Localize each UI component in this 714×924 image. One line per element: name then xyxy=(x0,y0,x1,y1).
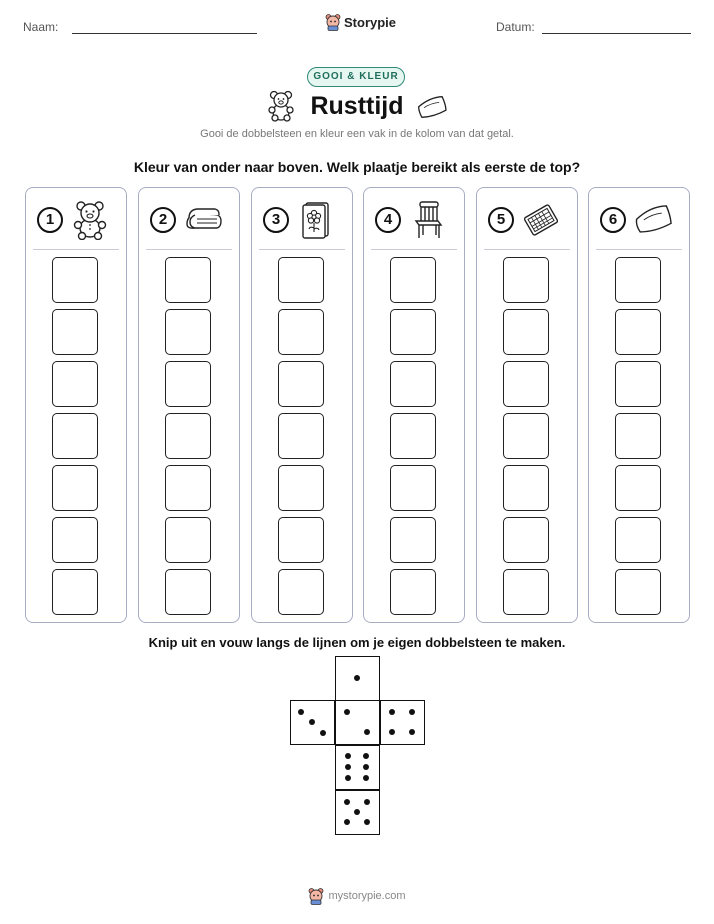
column-1 xyxy=(25,187,127,623)
brand-name: Storypie xyxy=(344,14,397,30)
column-4 xyxy=(363,187,465,623)
dice-pip xyxy=(409,729,415,735)
storypie-mascot-icon xyxy=(325,13,341,31)
color-cell[interactable] xyxy=(52,309,98,355)
color-cell[interactable] xyxy=(52,569,98,615)
footer-url[interactable]: mystorypie.com xyxy=(328,890,406,902)
teddy-bear-icon xyxy=(70,200,110,240)
column-divider xyxy=(596,249,682,250)
color-cell[interactable] xyxy=(278,413,324,459)
color-cell[interactable] xyxy=(278,361,324,407)
date-line[interactable] xyxy=(542,33,691,34)
column-divider xyxy=(33,249,119,250)
color-cell[interactable] xyxy=(165,413,211,459)
color-cell[interactable] xyxy=(390,465,436,511)
dice-pip xyxy=(364,729,370,735)
color-cell[interactable] xyxy=(165,517,211,563)
color-cell[interactable] xyxy=(52,465,98,511)
pillow-icon xyxy=(416,95,448,119)
color-cell[interactable] xyxy=(390,309,436,355)
color-cell[interactable] xyxy=(165,465,211,511)
storypie-mascot-icon xyxy=(308,887,324,905)
dice-pip xyxy=(345,764,351,770)
column-5 xyxy=(476,187,578,623)
color-cell[interactable] xyxy=(615,569,661,615)
color-cell[interactable] xyxy=(278,569,324,615)
column-number: 3 xyxy=(263,207,289,233)
color-cell[interactable] xyxy=(503,309,549,355)
dice-face-3 xyxy=(290,700,335,745)
column-number: 2 xyxy=(150,207,176,233)
column-6 xyxy=(588,187,690,623)
column-2 xyxy=(138,187,240,623)
cut-instruction: Knip uit en vouw langs de lijnen om je eigen dobbelsteen te maken. xyxy=(148,635,566,650)
dice-net xyxy=(290,656,425,836)
column-divider xyxy=(146,249,232,250)
column-number: 4 xyxy=(375,207,401,233)
dice-pip xyxy=(363,775,369,781)
page-title: Rusttijd xyxy=(310,92,404,120)
dice-pip xyxy=(363,753,369,759)
dice-pip xyxy=(354,675,360,681)
dice-pip xyxy=(389,709,395,715)
chair-icon xyxy=(408,200,448,240)
color-cell[interactable] xyxy=(615,309,661,355)
column-number: 6 xyxy=(600,207,626,233)
dice-face-5 xyxy=(335,790,380,835)
dice-pip xyxy=(344,709,350,715)
pillow-icon xyxy=(633,200,673,240)
color-cell[interactable] xyxy=(615,465,661,511)
color-cell[interactable] xyxy=(278,309,324,355)
dice-pip xyxy=(344,819,350,825)
dice-pip xyxy=(364,819,370,825)
dice-pip xyxy=(354,809,360,815)
color-cell[interactable] xyxy=(390,569,436,615)
column-number: 5 xyxy=(488,207,514,233)
color-cell[interactable] xyxy=(503,569,549,615)
dice-pip xyxy=(298,709,304,715)
coloring-instruction: Kleur van onder naar boven. Welk plaatje bereikt als eerste de top? xyxy=(133,159,581,175)
column-3 xyxy=(251,187,353,623)
dice-pip xyxy=(363,764,369,770)
color-cell[interactable] xyxy=(390,257,436,303)
activity-badge: GOOI & KLEUR xyxy=(307,67,405,87)
color-cell[interactable] xyxy=(165,309,211,355)
name-label: Naam: xyxy=(23,20,59,34)
dice-face-1 xyxy=(335,656,380,701)
mat-icon xyxy=(521,200,561,240)
color-cell[interactable] xyxy=(503,413,549,459)
color-cell[interactable] xyxy=(390,413,436,459)
color-cell[interactable] xyxy=(52,413,98,459)
dice-pip xyxy=(320,730,326,736)
dice-pip xyxy=(344,799,350,805)
footer xyxy=(0,887,714,905)
dice-pip xyxy=(389,729,395,735)
dice-pip xyxy=(309,719,315,725)
color-cell[interactable] xyxy=(52,361,98,407)
color-cell[interactable] xyxy=(52,257,98,303)
dice-pip xyxy=(345,753,351,759)
color-cell[interactable] xyxy=(52,517,98,563)
color-cell[interactable] xyxy=(615,413,661,459)
color-cell[interactable] xyxy=(165,569,211,615)
color-cell[interactable] xyxy=(615,361,661,407)
color-cell[interactable] xyxy=(165,361,211,407)
color-cell[interactable] xyxy=(503,465,549,511)
color-cell[interactable] xyxy=(503,361,549,407)
color-cell[interactable] xyxy=(165,257,211,303)
column-divider xyxy=(484,249,570,250)
color-cell[interactable] xyxy=(503,517,549,563)
color-cell[interactable] xyxy=(278,517,324,563)
color-cell[interactable] xyxy=(615,257,661,303)
dice-face-6 xyxy=(335,745,380,790)
column-number: 1 xyxy=(37,207,63,233)
color-cell[interactable] xyxy=(278,257,324,303)
color-cell[interactable] xyxy=(390,517,436,563)
dice-face-4 xyxy=(380,700,425,745)
subtitle: Gooi de dobbelsteen en kleur een vak in de kolom van dat getal. xyxy=(200,128,514,140)
dice-pip xyxy=(409,709,415,715)
color-cell[interactable] xyxy=(278,465,324,511)
name-line[interactable] xyxy=(72,33,257,34)
dice-pip xyxy=(345,775,351,781)
dice-face-2 xyxy=(335,700,380,745)
color-cell[interactable] xyxy=(390,361,436,407)
color-cell[interactable] xyxy=(503,257,549,303)
column-divider xyxy=(259,249,345,250)
date-label: Datum: xyxy=(496,20,535,34)
folded-blanket-icon xyxy=(183,200,223,240)
column-divider xyxy=(371,249,457,250)
dice-pip xyxy=(364,799,370,805)
picture-book-icon xyxy=(296,200,336,240)
brand-logo xyxy=(325,13,396,31)
color-cell[interactable] xyxy=(615,517,661,563)
